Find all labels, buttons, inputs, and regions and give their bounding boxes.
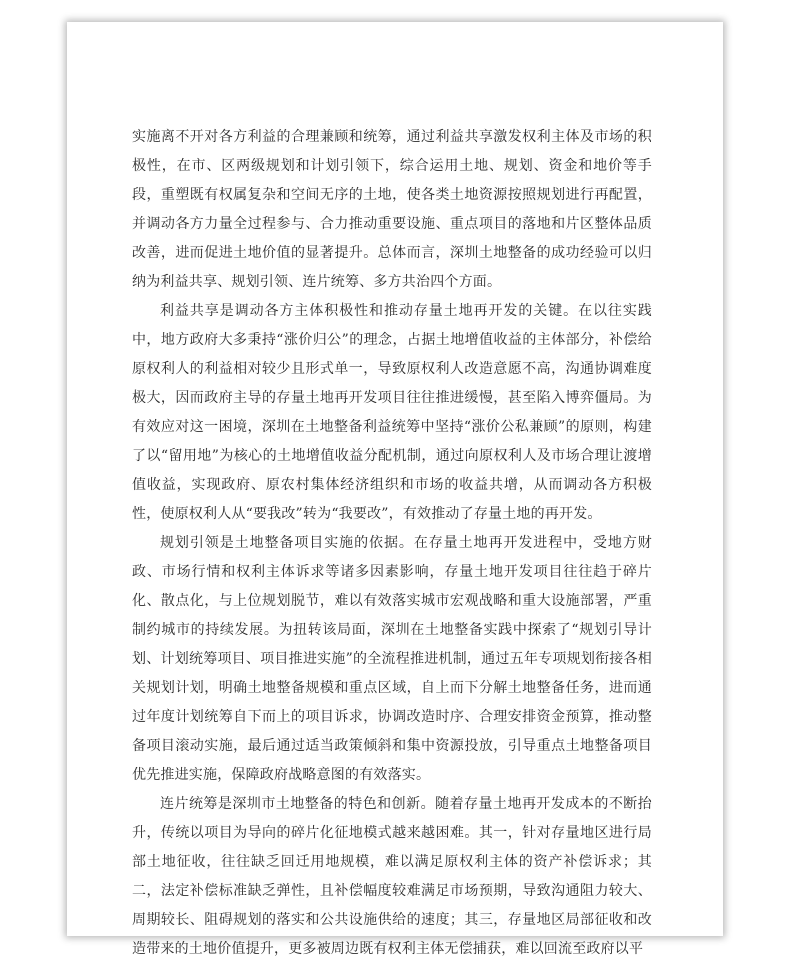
paragraph-2: 利益共享是调动各方主体积极性和推动存量土地再开发的关键。在以往实践中，地方政府大多秉持“涨价归公”的理念，占据土地增值收益的主体部分，补偿给原权利人的利益相对较少且形式单一，导致原权利人改造意愿不高，沟通协调难度极大，因而政府主导的存量土地再开发项目往往推进缓慢，甚至陷入博弈僵局。为有效应对这一困境，深圳在土地整备利益统筹中坚持“涨价公私兼顾”的原则，构建了以“留用地”为核心的土地增值收益分配机制，通过向原权利人及市场合理让渡增值收益，实现政府、原农村集体经济组织和市场的收益共增，从而调动各方积极性，使原权利人从“要我改”转为“我要改”，有效推动了存量土地的再开发。 xyxy=(132,303,652,522)
paragraph-1: 实施离不开对各方利益的合理兼顾和统筹，通过利益共享激发权利主体及市场的积极性，在市、区两级规划和计划引领下，综合运用土地、规划、资金和地价等手段，重塑既有权属复杂和空间无序的土地，使各类土地资源按照规划进行再配置，并调动各方力量全过程参与、合力推动重要设施、重点项目的落地和片区整体品质改善，进而促进土地价值的显著提升。总体而言，深圳土地整备的成功经验可以归纳为利益共享、规划引领、连片统筹、多方共治四个方面。 xyxy=(132,129,652,290)
paragraph-4: 连片统筹是深圳市土地整备的特色和创新。随着存量土地再开发成本的不断抬升，传统以项目为导向的碎片化征地模式越来越困难。其一，针对存量地区进行局部土地征收，往往缺乏回迁用地规模，难以满足原权利主体的资产补偿诉求；其二，法定补偿标准缺乏弹性，且补偿幅度较难满足市场预期，导致沟通阻力较大、周期较长、阻碍规划的落实和公共设施供给的速度；其三，存量地区局部征收和改造带来的土地价值提升，更多被周边既有权利主体无偿捕获，难以回流至政府以平 xyxy=(132,796,652,957)
paragraph-3: 规划引领是土地整备项目实施的依据。在存量土地再开发进程中，受地方财政、市场行情和权利主体诉求等诸多因素影响，存量土地开发项目往往趋于碎片化、散点化，与上位规划脱节，难以有效落实城市宏观战略和重大设施部署，严重制约城市的持续发展。为扭转该局面，深圳在土地整备实践中探索了“规划引导计划、计划统筹项目、项目推进实施”的全流程推进机制，通过五年专项规划衔接各相关规划计划，明确土地整备规模和重点区域，自上而下分解土地整备任务，进而通过年度计划统筹自下而上的项目诉求，协调改造时序、合理安排资金预算，推动整备项目滚动实施，最后通过适当政策倾斜和集中资源投放，引导重点土地整备项目优先推进实施，保障政府战略意图的有效落实。 xyxy=(132,535,652,783)
document-body xyxy=(132,123,652,964)
